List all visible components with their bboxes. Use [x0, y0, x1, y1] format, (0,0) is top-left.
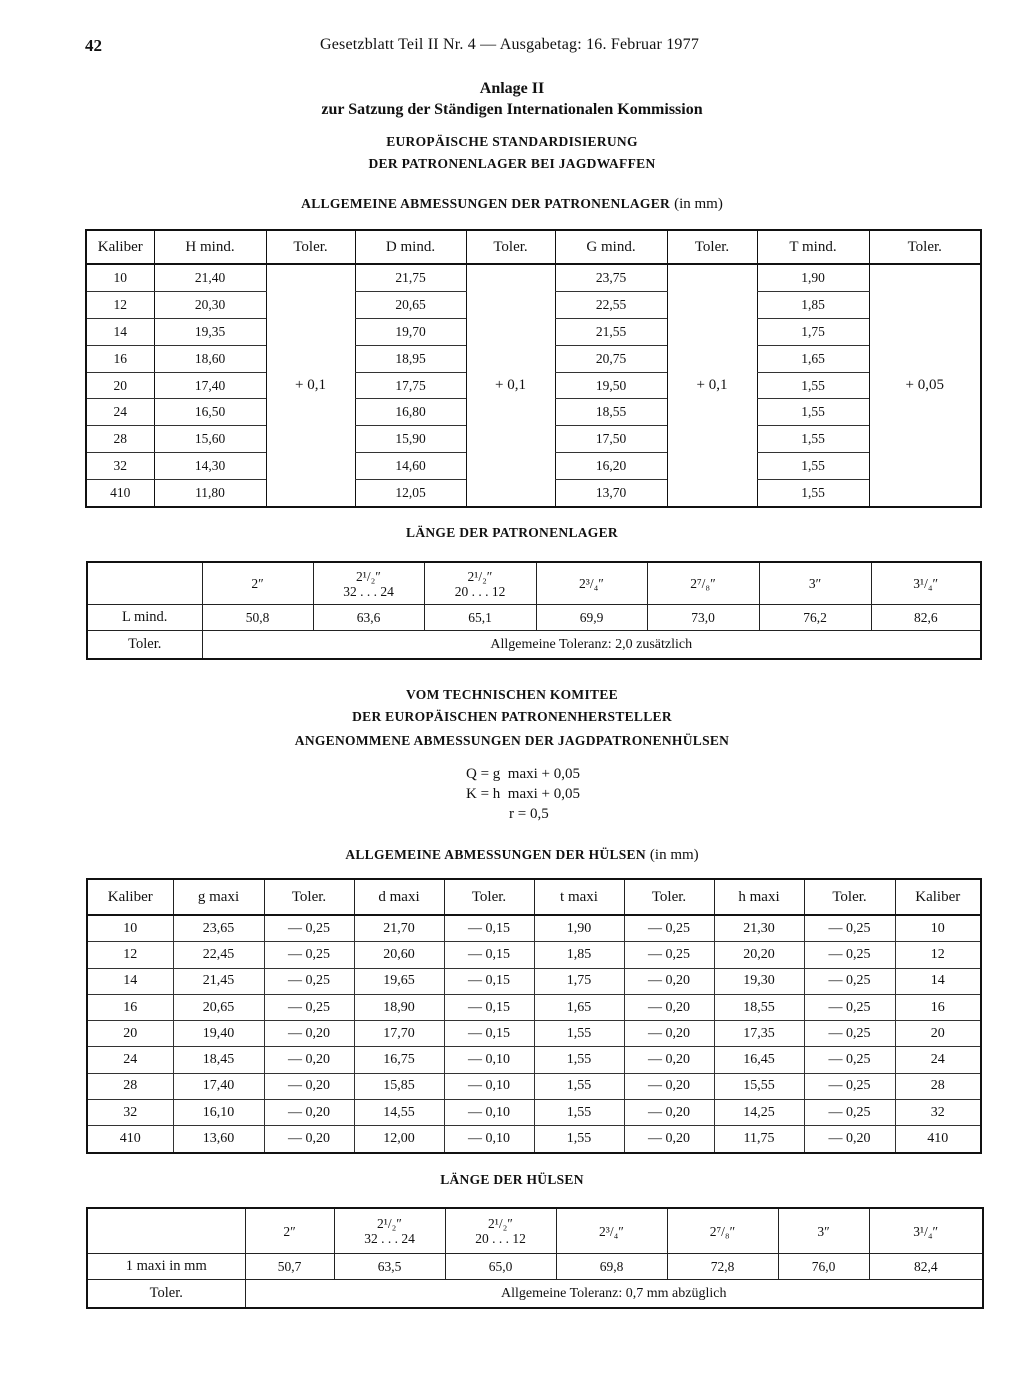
- section3-line1: VOM TECHNISCHEN KOMITEE: [406, 687, 618, 702]
- t3-cell: 16,45: [714, 1047, 804, 1073]
- length-value-cell: 76,2: [759, 605, 871, 631]
- t3-cell: 20,65: [173, 994, 264, 1020]
- t3-cell: 20: [87, 1021, 173, 1047]
- t3-cell: — 0,25: [264, 968, 354, 994]
- t1-cell: 17,40: [154, 372, 266, 399]
- t3-cell: 18,90: [354, 994, 444, 1020]
- t3-header: Toler.: [804, 879, 895, 915]
- t1-cell: 23,75: [555, 264, 667, 291]
- t3-cell: 12,00: [354, 1126, 444, 1153]
- t1-cell: 21,75: [355, 264, 466, 291]
- t3-cell: 1,65: [534, 994, 624, 1020]
- t3-cell: 21,30: [714, 915, 804, 942]
- tolerance-g: + 0,1: [667, 264, 757, 507]
- t3-cell: 21,45: [173, 968, 264, 994]
- t3-cell: — 0,20: [264, 1100, 354, 1126]
- t1-cell: 22,55: [555, 291, 667, 318]
- t1-cell: 17,50: [555, 426, 667, 453]
- section4-heading: [0, 846, 1024, 864]
- length-value-cell: 65,1: [424, 605, 536, 631]
- t3-cell: 10: [895, 915, 981, 942]
- length-header-main: 2⁷/₈″: [690, 576, 716, 591]
- t3-cell: — 0,25: [804, 1047, 895, 1073]
- section3-line3: ANGENOMMENE ABMESSUNGEN DER JAGDPATRONENHÜLSEN: [294, 733, 730, 748]
- t1-cell: 20,65: [355, 291, 466, 318]
- t3-cell: 20,20: [714, 942, 804, 968]
- length-value-cell: 82,4: [869, 1254, 983, 1280]
- t3-cell: — 0,20: [624, 1047, 714, 1073]
- length-value-cell: 50,7: [245, 1254, 334, 1280]
- t3-cell: — 0,25: [804, 968, 895, 994]
- t3-cell: — 0,20: [624, 1100, 714, 1126]
- t3-header: Kaliber: [87, 879, 173, 915]
- t1-cell: 21,40: [154, 264, 266, 291]
- length-header-main: 2⁷/₈″: [709, 1223, 736, 1239]
- length-header-sub: 32 . . . 24: [343, 583, 394, 599]
- t1-header: Kaliber: [86, 230, 154, 264]
- length-row-label: 1 maxi in mm: [87, 1254, 245, 1280]
- table-row: [87, 942, 981, 968]
- t3-cell: — 0,20: [264, 1047, 354, 1073]
- empty-corner-cell: [87, 1208, 245, 1254]
- section1-title: ALLGEMEINE ABMESSUNGEN DER PATRONENLAGER: [301, 196, 671, 211]
- t3-cell: — 0,10: [444, 1100, 534, 1126]
- table-row: [87, 968, 981, 994]
- t1-cell: 20,30: [154, 291, 266, 318]
- t1-cell: 14: [86, 318, 154, 345]
- t3-cell: 20: [895, 1021, 981, 1047]
- t3-cell: 1,90: [534, 915, 624, 942]
- t3-cell: 17,70: [354, 1021, 444, 1047]
- t1-header: T mind.: [757, 230, 869, 264]
- t1-cell: 15,90: [355, 426, 466, 453]
- section3-line2: DER EUROPÄISCHEN PATRONENHERSTELLER: [352, 709, 672, 724]
- t1-cell: 28: [86, 426, 154, 453]
- tolerance-t: + 0,05: [869, 264, 981, 507]
- table-row: [87, 1021, 981, 1047]
- t1-header: Toler.: [869, 230, 981, 264]
- t1-cell: 1,55: [757, 453, 869, 480]
- t3-cell: — 0,15: [444, 968, 534, 994]
- tolerance-label: Toler.: [87, 631, 202, 660]
- table-row: [87, 915, 981, 942]
- t3-cell: 17,35: [714, 1021, 804, 1047]
- t3-cell: — 0,10: [444, 1047, 534, 1073]
- t1-cell: 11,80: [154, 480, 266, 507]
- standard-title-line1: EUROPÄISCHE STANDARDISIERUNG: [386, 134, 638, 149]
- length-header-main: 3″: [817, 1223, 830, 1239]
- t3-cell: 20,60: [354, 942, 444, 968]
- t3-cell: — 0,25: [264, 994, 354, 1020]
- case-length-table: [86, 1207, 984, 1309]
- t1-cell: 16,50: [154, 399, 266, 426]
- length-values-row: [87, 605, 981, 631]
- length-header-main: 2³/₄″: [599, 1223, 624, 1239]
- length-header-cell: [536, 562, 647, 605]
- empty-corner-cell: [87, 562, 202, 605]
- length-header-main: 2″: [251, 576, 264, 591]
- t1-cell: 24: [86, 399, 154, 426]
- t1-cell: 1,75: [757, 318, 869, 345]
- t1-cell: 14,60: [355, 453, 466, 480]
- length-header-cell: [245, 1208, 334, 1254]
- length-header-cell: [667, 1208, 778, 1254]
- length-value-cell: 76,0: [778, 1254, 869, 1280]
- length-value-cell: 69,9: [536, 605, 647, 631]
- t3-cell: — 0,25: [804, 994, 895, 1020]
- length-value-cell: 65,0: [445, 1254, 556, 1280]
- t3-cell: 1,55: [534, 1126, 624, 1153]
- t1-header: Toler.: [266, 230, 355, 264]
- table-row: [87, 994, 981, 1020]
- length-header-cell: [869, 1208, 983, 1254]
- length-value-cell: 50,8: [202, 605, 313, 631]
- length-header-main: 3″: [808, 576, 822, 591]
- t3-cell: 21,70: [354, 915, 444, 942]
- section1-heading: [0, 195, 1024, 213]
- t3-cell: — 0,25: [804, 1100, 895, 1126]
- t3-cell: — 0,25: [264, 915, 354, 942]
- table1-header-row: [86, 230, 981, 264]
- t1-cell: 12,05: [355, 480, 466, 507]
- t1-cell: 1,55: [757, 426, 869, 453]
- tolerance-d: + 0,1: [466, 264, 555, 507]
- t3-cell: 10: [87, 915, 173, 942]
- t3-header: g maxi: [173, 879, 264, 915]
- t3-cell: 12: [87, 942, 173, 968]
- section2-title: LÄNGE DER PATRONENLAGER: [406, 525, 618, 540]
- length-header-cell: [759, 562, 871, 605]
- table-row: [86, 264, 981, 291]
- t1-cell: 16: [86, 345, 154, 372]
- length-header-cell: [334, 1208, 445, 1254]
- t3-cell: — 0,10: [444, 1073, 534, 1099]
- length-header-cell: [445, 1208, 556, 1254]
- standard-title-line2: DER PATRONENLAGER BEI JAGDWAFFEN: [368, 156, 656, 171]
- t3-cell: — 0,15: [444, 915, 534, 942]
- t3-cell: — 0,15: [444, 1021, 534, 1047]
- t3-cell: 410: [895, 1126, 981, 1153]
- tolerance-h: + 0,1: [266, 264, 355, 507]
- t1-cell: 19,35: [154, 318, 266, 345]
- t3-cell: 28: [895, 1073, 981, 1099]
- length-header-row: [87, 1208, 983, 1254]
- t1-cell: 20,75: [555, 345, 667, 372]
- t3-cell: — 0,25: [624, 942, 714, 968]
- length-header-main: 3¹/₄″: [913, 576, 939, 591]
- t1-header: Toler.: [466, 230, 555, 264]
- t3-cell: — 0,20: [264, 1126, 354, 1153]
- length-header-main: 2¹/₂″: [356, 568, 381, 584]
- length-values-row: [87, 1254, 983, 1280]
- length-header-main: 2¹/₂″: [467, 568, 493, 584]
- t3-cell: 14: [895, 968, 981, 994]
- t3-cell: — 0,15: [444, 994, 534, 1020]
- page-number: 42: [85, 36, 102, 55]
- t1-cell: 1,55: [757, 372, 869, 399]
- formula-q: Q = g maxi + 0,05: [466, 766, 580, 782]
- t3-cell: — 0,20: [264, 1073, 354, 1099]
- length-header-main: 2¹/₂″: [377, 1216, 402, 1231]
- table3-header-row: [87, 879, 981, 915]
- length-header-sub: 32 . . . 24: [364, 1231, 415, 1246]
- t1-cell: 19,50: [555, 372, 667, 399]
- t3-cell: 17,40: [173, 1073, 264, 1099]
- t3-cell: — 0,20: [624, 1073, 714, 1099]
- t3-cell: — 0,25: [804, 1021, 895, 1047]
- length-header-cell: [313, 562, 424, 605]
- tolerance-label: Toler.: [87, 1280, 245, 1309]
- t3-cell: 23,65: [173, 915, 264, 942]
- t3-header: d maxi: [354, 879, 444, 915]
- t3-cell: — 0,25: [804, 942, 895, 968]
- t3-cell: 14,55: [354, 1100, 444, 1126]
- t1-cell: 410: [110, 485, 131, 501]
- t3-cell: 1,55: [534, 1047, 624, 1073]
- running-head: Gesetzblatt Teil II Nr. 4 — Ausgabetag: 16. Februar 1977: [320, 36, 700, 53]
- t3-cell: 1,85: [534, 942, 624, 968]
- length-header-main: 2¹/₂″: [488, 1216, 513, 1231]
- t3-cell: 16: [895, 994, 981, 1020]
- t1-cell: 18,60: [154, 345, 266, 372]
- t1-cell: 15,60: [154, 426, 266, 453]
- t1-cell: 19,70: [355, 318, 466, 345]
- t3-header: Toler.: [264, 879, 354, 915]
- t1-cell: 1,85: [757, 291, 869, 318]
- t3-cell: 16,75: [354, 1047, 444, 1073]
- satzung-title: zur Satzung der Ständigen Internationalen Kommission: [321, 101, 703, 118]
- t3-header: Toler.: [624, 879, 714, 915]
- general-tolerance-text: Allgemeine Toleranz: 0,7 mm abzüglich: [245, 1280, 983, 1309]
- t3-cell: 18,45: [173, 1047, 264, 1073]
- t3-cell: 15,85: [354, 1073, 444, 1099]
- length-header-cell: [424, 562, 536, 605]
- t3-cell: — 0,20: [624, 968, 714, 994]
- length-header-main: 3¹/₄″: [913, 1223, 939, 1239]
- length-tolerance-row: [87, 1280, 983, 1309]
- t3-cell: 24: [895, 1047, 981, 1073]
- section5-title: LÄNGE DER HÜLSEN: [440, 1172, 584, 1187]
- length-header-sub: 20 . . . 12: [454, 583, 506, 599]
- t3-cell: — 0,25: [804, 1073, 895, 1099]
- t1-cell: 20: [86, 372, 154, 399]
- t3-cell: 19,40: [173, 1021, 264, 1047]
- length-value-cell: 63,6: [313, 605, 424, 631]
- t1-cell: 1,90: [757, 264, 869, 291]
- case-dimensions-table: [86, 878, 982, 1154]
- t3-cell: — 0,25: [264, 942, 354, 968]
- t3-cell: 16: [87, 994, 173, 1020]
- t3-cell: — 0,25: [804, 915, 895, 942]
- t1-header: H mind.: [154, 230, 266, 264]
- page-header: [85, 36, 980, 60]
- t1-cell: 16,80: [355, 399, 466, 426]
- anlage-title: Anlage II: [479, 80, 545, 97]
- table-row: [87, 1047, 981, 1073]
- t1-header: Toler.: [667, 230, 757, 264]
- length-header-sub: 20 . . . 12: [475, 1231, 526, 1246]
- t1-cell: 21,55: [555, 318, 667, 345]
- length-header-row: [87, 562, 981, 605]
- chamber-dimensions-table: [85, 229, 982, 508]
- length-header-main: 2³/₄″: [579, 576, 604, 591]
- length-header-main: 2″: [283, 1223, 296, 1239]
- length-header-cell: [647, 562, 759, 605]
- chamber-length-table: [86, 561, 982, 660]
- t3-cell: 1,55: [534, 1021, 624, 1047]
- formula-k: K = h maxi + 0,05: [466, 786, 580, 802]
- t3-cell: 11,75: [714, 1126, 804, 1153]
- table-row: [87, 1073, 981, 1099]
- t3-cell: — 0,10: [444, 1126, 534, 1153]
- length-header-cell: [202, 562, 313, 605]
- t3-cell: 28: [87, 1073, 173, 1099]
- length-header-cell: [871, 562, 981, 605]
- t3-cell: — 0,20: [804, 1126, 895, 1153]
- t3-cell: 13,60: [173, 1126, 264, 1153]
- t3-cell: 22,45: [173, 942, 264, 968]
- table-row: [87, 1100, 981, 1126]
- general-tolerance-text: Allgemeine Toleranz: 2,0 zusätzlich: [202, 631, 981, 660]
- t3-cell: — 0,20: [624, 1021, 714, 1047]
- t3-cell: 14: [87, 968, 173, 994]
- t3-cell: 16,10: [173, 1100, 264, 1126]
- t3-cell: 12: [895, 942, 981, 968]
- t3-cell: 15,55: [714, 1073, 804, 1099]
- t1-cell: 18,55: [555, 399, 667, 426]
- length-header-cell: [556, 1208, 667, 1254]
- t3-cell: 32: [87, 1100, 173, 1126]
- t3-header: Toler.: [444, 879, 534, 915]
- length-row-label: L mind.: [87, 605, 202, 631]
- t1-header: D mind.: [355, 230, 466, 264]
- t1-cell: 12: [86, 291, 154, 318]
- t1-cell: 14,30: [154, 453, 266, 480]
- t1-cell: 16,20: [555, 453, 667, 480]
- length-header-cell: [778, 1208, 869, 1254]
- t3-cell: 1,55: [534, 1100, 624, 1126]
- t1-cell: 1,55: [757, 399, 869, 426]
- length-value-cell: 73,0: [647, 605, 759, 631]
- section1-unit: (in mm): [674, 196, 723, 212]
- t3-cell: — 0,20: [624, 994, 714, 1020]
- t3-cell: 1,75: [534, 968, 624, 994]
- t1-cell: 18,95: [355, 345, 466, 372]
- section4-title: ALLGEMEINE ABMESSUNGEN DER HÜLSEN: [345, 847, 646, 862]
- t3-cell: 19,65: [354, 968, 444, 994]
- table-row: [87, 1126, 981, 1153]
- length-value-cell: 69,8: [556, 1254, 667, 1280]
- t1-cell: 1,65: [757, 345, 869, 372]
- length-value-cell: 63,5: [334, 1254, 445, 1280]
- t3-header: Kaliber: [895, 879, 981, 915]
- t3-cell: — 0,15: [444, 942, 534, 968]
- formula-block: [466, 764, 580, 824]
- length-value-cell: 82,6: [871, 605, 981, 631]
- t3-header: h maxi: [714, 879, 804, 915]
- section4-unit: (in mm): [649, 847, 699, 863]
- t1-cell: 13,70: [555, 480, 667, 507]
- t1-cell: 17,75: [355, 372, 466, 399]
- t3-cell: 19,30: [714, 968, 804, 994]
- length-value-cell: 72,8: [667, 1254, 778, 1280]
- t1-cell: 1,55: [757, 480, 869, 507]
- t3-cell: 14,25: [714, 1100, 804, 1126]
- t3-cell: 32: [895, 1100, 981, 1126]
- t1-cell: 10: [86, 264, 154, 291]
- t3-header: t maxi: [534, 879, 624, 915]
- t3-cell: 24: [87, 1047, 173, 1073]
- t3-cell: 1,55: [534, 1073, 624, 1099]
- t3-cell: 18,55: [714, 994, 804, 1020]
- t3-cell: — 0,20: [264, 1021, 354, 1047]
- length-tolerance-row: [87, 631, 981, 660]
- t1-header: G mind.: [555, 230, 667, 264]
- t3-cell: — 0,20: [624, 1126, 714, 1153]
- formula-r: r = 0,5: [509, 806, 549, 822]
- t1-cell: 32: [86, 453, 154, 480]
- t3-cell: — 0,25: [624, 915, 714, 942]
- t3-cell: 410: [87, 1126, 173, 1153]
